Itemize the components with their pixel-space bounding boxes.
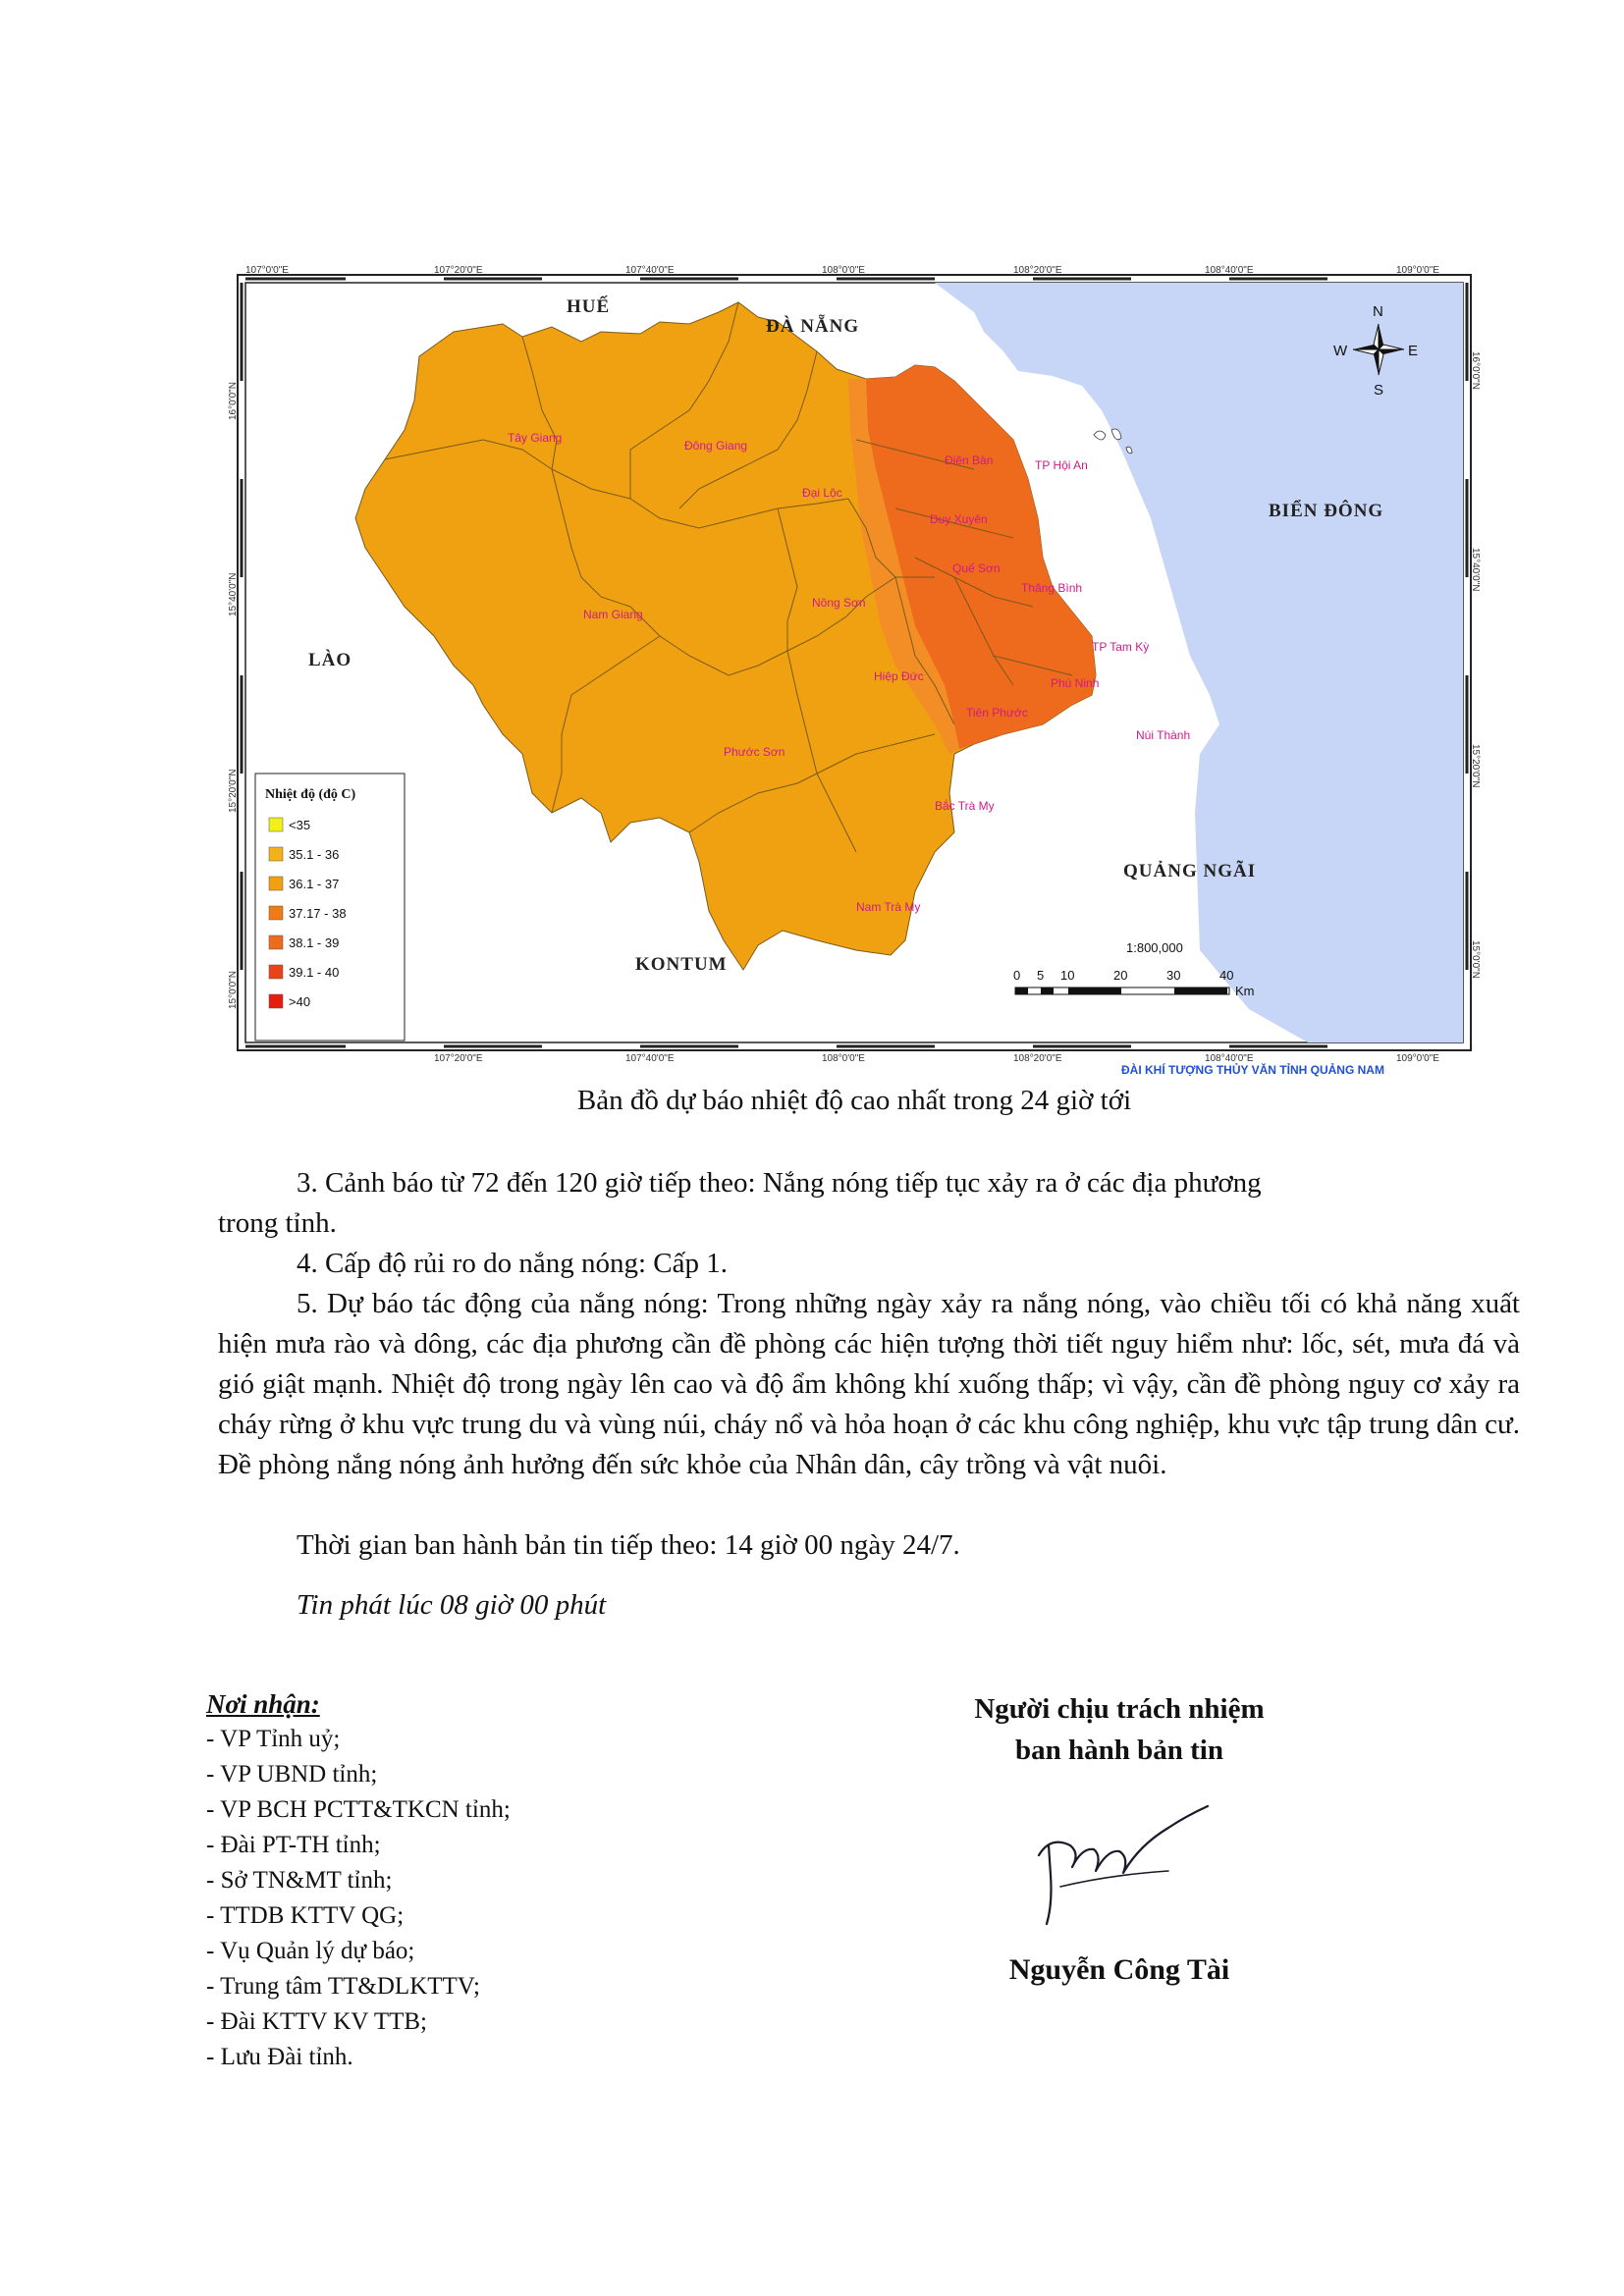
district-label: Tây Giang [508,431,563,445]
legend-swatch [269,906,283,920]
legend-label: 37.17 - 38 [289,906,347,921]
svg-text:16°0'0"N: 16°0'0"N [1470,351,1481,390]
district-label: Duy Xuyên [930,512,988,526]
svg-text:108°40'0"E: 108°40'0"E [1205,1053,1254,1064]
paragraph-5: 5. Dự báo tác động của nắng nóng: Trong những ngày xảy ra nắng nóng, vào chiều tối có khả năng xuất hiện mưa rào và dông, các địa phương cần đề phòng các hiện tượng thời tiết nguy hiểm như: lốc, sét, mưa đá và gió giật mạnh. Nhiệt độ trong ngày lên cao và độ ẩm không khí xuống thấp; vì vậy, cần đề phòng nguy cơ xảy ra cháy rừng ở khu vực trung du và vùng núi, cháy nổ và hỏa hoạn ở các khu công nghiệp, khu vực tập trung dân cư. Đề phòng nắng nóng ảnh hưởng đến sức khỏe của Nhân dân, cây trồng và vật nuôi. [218,1288,1520,1480]
district-label: Hiệp Đức [874,669,924,683]
legend [255,774,405,1041]
handwritten-signature [1021,1777,1218,1934]
legend-label: <35 [289,818,311,832]
issued-at [218,1585,1520,1626]
scale-ratio: 1:800,000 [1126,940,1183,955]
svg-text:108°20'0"E: 108°20'0"E [1013,265,1062,276]
legend-label: 36.1 - 37 [289,877,340,891]
svg-text:15°40'0"N: 15°40'0"N [1470,548,1481,592]
svg-text:107°20'0"E: 107°20'0"E [434,265,483,276]
district-label: Đông Giang [684,439,748,453]
legend-label: 39.1 - 40 [289,965,340,980]
district-label: Bắc Trà My [935,799,995,813]
recipient-item: - VP BCH PCTT&TKCN tỉnh; [206,1796,511,1823]
compass-south-label: S [1374,382,1384,399]
legend-item [269,847,339,862]
region-label-hue: HUẾ [567,296,611,317]
paragraph-4 [218,1244,1520,1284]
recipient-item: - Trung tâm TT&DLKTTV; [206,1973,480,2000]
recipient-item: - Lưu Đài tỉnh. [206,2044,353,2070]
signer-title-line2: ban hành bản tin [1015,1735,1223,1766]
recipient-item: - Đài PT-TH tỉnh; [206,1832,381,1858]
district-label: TP Hội An [1035,458,1088,472]
legend-label: >40 [289,994,311,1009]
district-label: Tiên Phước [966,706,1028,720]
compass-west-label: W [1333,343,1348,359]
recipient-item: - VP Tỉnh uỷ; [206,1726,341,1752]
svg-text:109°0'0"E: 109°0'0"E [1396,265,1439,276]
legend-item [269,994,310,1009]
scale-unit: Km [1235,984,1255,998]
legend-swatch [269,847,283,861]
legend-item [269,877,339,891]
district-label: Nam Giang [583,608,643,621]
svg-text:30: 30 [1166,968,1181,983]
district-label: Phước Sơn [724,745,785,759]
region-label-da-nang: ĐÀ NẴNG [766,316,860,337]
district-label: TP Tam Kỳ [1092,640,1150,654]
svg-text:0: 0 [1013,968,1021,983]
district-label: Thăng Bình [1021,581,1083,595]
compass-north-label: N [1373,303,1383,320]
svg-text:15°20'0"N: 15°20'0"N [228,769,239,813]
svg-text:40: 40 [1219,968,1234,983]
next-issue-text: Thời gian ban hành bản tin tiếp theo: 14 giờ 00 ngày 24/7. [297,1529,960,1561]
recipient-item: - TTDB KTTV QG; [206,1902,405,1929]
district-label: Điện Bàn [945,454,994,467]
legend-label: 35.1 - 36 [289,847,340,862]
svg-text:15°40'0"N: 15°40'0"N [228,572,239,616]
region-label-lao: LÀO [308,650,352,670]
recipient-item: - VP UBND tỉnh; [206,1761,378,1788]
paragraph-3-line1: 3. Cảnh báo từ 72 đến 120 giờ tiếp theo: Nắng nóng tiếp tục xảy ra ở các địa phương [297,1167,1262,1199]
legend-swatch [269,994,283,1008]
legend-label: 38.1 - 39 [289,935,340,950]
signer-name: Nguyễn Công Tài [1008,1953,1230,1986]
legend-item [269,965,339,980]
recipient-item: - Vụ Quản lý dự báo; [206,1938,415,1964]
svg-text:5: 5 [1037,968,1045,983]
district-label: Núi Thành [1136,728,1191,742]
legend-item [269,906,347,921]
svg-text:108°0'0"E: 108°0'0"E [822,265,865,276]
agency-credit: ĐÀI KHÍ TƯỢNG THỦY VĂN TỈNH QUẢNG NAM [1121,1063,1384,1077]
paragraph-4-text: 4. Cấp độ rủi ro do nắng nóng: Cấp 1. [297,1248,728,1279]
svg-text:16°0'0"N: 16°0'0"N [228,382,239,420]
legend-swatch [269,965,283,979]
legend-title: Nhiệt độ (độ C) [265,787,356,802]
issued-at-text: Tin phát lúc 08 giờ 00 phút [297,1589,607,1621]
district-label: Phú Ninh [1051,676,1100,690]
svg-text:15°20'0"N: 15°20'0"N [1470,744,1481,788]
legend-swatch [269,935,283,949]
recipient-item: - Sở TN&MT tỉnh; [206,1867,393,1894]
district-label: Nông Sơn [812,596,866,610]
map-caption: Bản đồ dự báo nhiệt độ cao nhất trong 24 giờ tới [576,1085,1132,1116]
region-label-kontum: KONTUM [635,954,728,975]
svg-text:20: 20 [1113,968,1128,983]
svg-text:107°40'0"E: 107°40'0"E [625,265,675,276]
signer-title [864,1688,1375,1771]
svg-text:107°20'0"E: 107°20'0"E [434,1053,483,1064]
paragraph-3 [218,1163,1520,1244]
svg-text:107°40'0"E: 107°40'0"E [625,1053,675,1064]
district-label: Quế Sơn [952,561,1001,575]
svg-text:108°0'0"E: 108°0'0"E [822,1053,865,1064]
forecast-map [228,263,1481,1078]
legend-swatch [269,818,283,831]
district-label: Đại Lộc [802,486,842,500]
svg-text:107°0'0"E: 107°0'0"E [245,265,289,276]
compass-east-label: E [1408,343,1419,359]
svg-text:15°0'0"N: 15°0'0"N [228,971,239,1009]
recipients-block [206,1686,511,2075]
svg-text:108°20'0"E: 108°20'0"E [1013,1053,1062,1064]
svg-text:109°0'0"E: 109°0'0"E [1396,1053,1439,1064]
legend-item [269,818,310,832]
recipients-heading: Nơi nhận: [206,1689,320,1719]
paragraph-3-line2: trong tỉnh. [218,1207,337,1239]
legend-item [269,935,339,950]
map-svg [228,263,1481,1078]
region-label-bien-dong: BIỂN ĐÔNG [1269,501,1384,521]
recipient-item: - Đài KTTV KV TTB; [206,2008,427,2035]
signer-title-line1: Người chịu trách nhiệm [974,1693,1265,1725]
svg-text:10: 10 [1060,968,1075,983]
legend-swatch [269,877,283,890]
region-label-quang-ngai: QUẢNG NGÃI [1123,861,1257,881]
svg-text:108°40'0"E: 108°40'0"E [1205,265,1254,276]
next-issue-time [218,1525,1520,1566]
svg-text:15°0'0"N: 15°0'0"N [1470,940,1481,979]
district-label: Nam Trà My [856,900,921,914]
